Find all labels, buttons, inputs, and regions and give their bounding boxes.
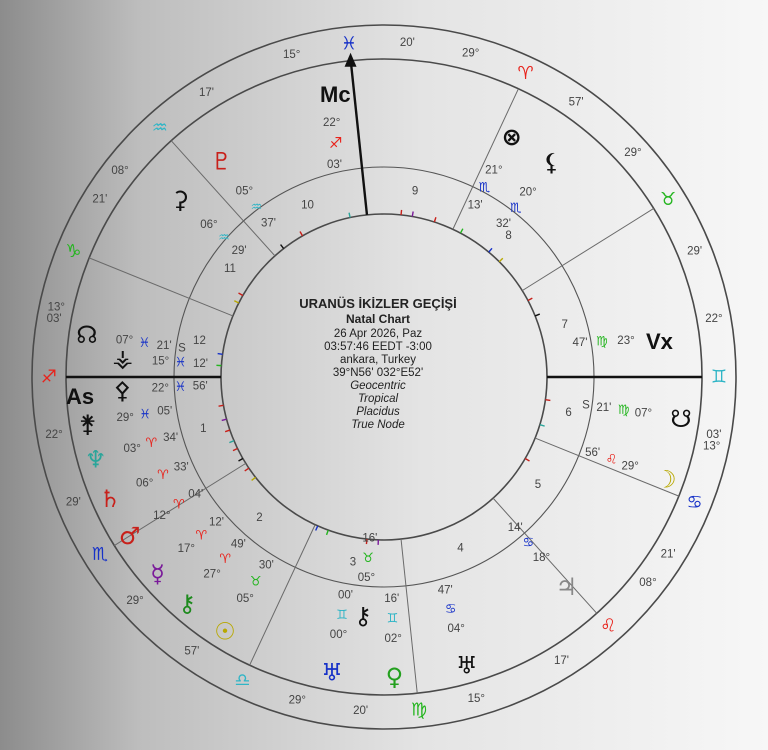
- chart-date: 26 Apr 2026, Paz: [333, 328, 423, 340]
- planet-uranus-cancer: [438, 584, 478, 679]
- part-of-fortune-icon: ⊗: [501, 122, 522, 151]
- mars-icon: ♂: [118, 521, 141, 550]
- planet-tick: [233, 448, 237, 450]
- retrograde-marker: S: [582, 399, 590, 412]
- saturn-icon: ♄: [99, 485, 121, 514]
- planet-minute: 30': [258, 559, 274, 572]
- planet-degree: 12°: [153, 509, 171, 522]
- capricorn-icon: ♑: [65, 241, 82, 263]
- planet-degree: 29°: [621, 460, 639, 473]
- planet-minute: 16': [384, 592, 400, 605]
- gemini-icon: ♊: [710, 366, 728, 388]
- planet-degree: 15°: [151, 355, 170, 368]
- vx-label: Vx: [646, 329, 673, 354]
- leo-icon: ♌: [600, 615, 617, 637]
- virgo-icon: ♍: [596, 334, 608, 350]
- pallas-icon: ⚴: [113, 376, 132, 405]
- planet-sign-icon: ♓: [138, 335, 151, 351]
- planet-pluto: [211, 147, 276, 229]
- lilith-2-icon: ⚷: [354, 602, 372, 631]
- lilith-icon: ⚸: [542, 148, 561, 177]
- planet-degree: 00°: [329, 629, 348, 642]
- cusp-label-6: [661, 441, 721, 561]
- ceres-icon: ⚳: [171, 185, 190, 214]
- planet-minute: 21': [596, 401, 612, 414]
- mc-sign-icon: ♐: [329, 134, 343, 152]
- south-node-icon: ☋: [670, 404, 692, 433]
- uranus-cancer-icon: ♅: [455, 651, 478, 680]
- planet-degree: 17°: [177, 542, 195, 555]
- house-number-12: 12: [193, 335, 206, 348]
- planet-sign-icon: ♊: [336, 607, 348, 623]
- vesta-as-icon: ⚶: [112, 344, 133, 373]
- planet-tick: [412, 212, 413, 217]
- cusp-degree: 15°: [467, 693, 486, 706]
- planet-tick: [239, 459, 243, 462]
- planet-tick: [540, 425, 545, 426]
- chart-coords: 39°N56' 032°E52': [332, 367, 424, 379]
- planet-sign-icon: ♏: [509, 200, 522, 216]
- scorpio-icon: ♏: [91, 544, 108, 566]
- planet-sign-icon: ♍: [617, 403, 630, 419]
- planet-degree: 02°: [384, 632, 402, 645]
- planet-tick: [545, 400, 550, 401]
- planet-minute: 56': [585, 446, 601, 459]
- planet-tick: [528, 298, 532, 300]
- cusp-label-12: [48, 193, 108, 313]
- planet-minute: 16': [362, 532, 378, 545]
- house-number-2: 2: [256, 511, 263, 524]
- cusp-minute: 03': [706, 429, 722, 442]
- cusp-degree: 13°: [702, 440, 721, 453]
- planet-degree: 21°: [485, 164, 503, 177]
- cusp-degree: 08°: [111, 164, 129, 177]
- cusp-degree: 22°: [45, 429, 63, 442]
- planet-minute: 29': [231, 245, 247, 258]
- planet-tick: [252, 477, 256, 480]
- planet-tick: [401, 210, 402, 215]
- planet-tick: [218, 354, 223, 355]
- chart-zodiac: Geocentric: [350, 380, 406, 392]
- cusp-minute: 03': [46, 312, 62, 325]
- house-number-11: 11: [224, 263, 236, 276]
- chart-houses: Placidus: [356, 406, 400, 418]
- cusp-minute: 17': [554, 655, 570, 668]
- planet-degree: 04°: [447, 622, 465, 635]
- house-number-1: 1: [200, 422, 207, 435]
- cusp-label-4: [353, 693, 485, 721]
- planet-sign-icon: ♈: [157, 467, 169, 483]
- planet-tick: [300, 232, 303, 236]
- cusp-minute: 17': [198, 86, 214, 99]
- planet-sign-icon: ♋: [522, 535, 535, 551]
- planet-minute: 12': [192, 358, 208, 371]
- planet-lilith-2: [354, 532, 377, 630]
- planet-minute: 00': [337, 589, 353, 602]
- as-label: As: [66, 384, 95, 409]
- mercury-icon: ☿: [150, 559, 165, 588]
- planet-tick: [245, 468, 249, 471]
- planet-minute: 32': [495, 218, 511, 231]
- planet-tick: [219, 405, 224, 406]
- planet-minute: 05': [157, 405, 173, 418]
- planet-tick: [327, 530, 329, 535]
- planet-tick: [281, 245, 284, 249]
- cusp-line-8: [522, 208, 653, 290]
- planet-degree: 06°: [200, 218, 218, 231]
- pisces-icon: ♓: [340, 33, 358, 55]
- planet-sign-icon: ♊: [386, 611, 399, 627]
- taurus-icon: ♉: [660, 188, 677, 210]
- mc-degree: 22°: [323, 117, 341, 129]
- cusp-minute: 29': [65, 496, 81, 509]
- cusp-degree: 29°: [288, 694, 306, 707]
- planet-degree: 05°: [357, 572, 376, 585]
- planet-tick: [225, 430, 230, 432]
- planet-tick: [239, 293, 243, 296]
- planet-sign-icon: ♋: [444, 602, 457, 618]
- planet-tick: [234, 301, 238, 303]
- vertex-degree: 23°: [617, 335, 635, 347]
- retrograde-marker: S: [178, 342, 186, 355]
- planet-degree: 22°: [151, 382, 170, 395]
- planet-tick: [499, 258, 503, 262]
- venus-icon: ♀: [385, 662, 404, 691]
- cusp-label-1: [41, 313, 63, 441]
- planet-minute: 04': [188, 488, 204, 501]
- cusp-degree: 13°: [47, 301, 66, 314]
- house-number-5: 5: [534, 478, 542, 491]
- planet-mars: [119, 489, 203, 550]
- planet-vertex: [573, 335, 635, 350]
- planet-venus: [384, 593, 403, 691]
- planet-sign-icon: ♒: [218, 230, 230, 246]
- cusp-line-10: [351, 61, 367, 215]
- north-node-icon: ☊: [76, 321, 98, 350]
- planet-sign-icon: ♓: [139, 407, 151, 423]
- planet-minute: 34': [163, 432, 179, 445]
- planet-minute: 47': [437, 584, 453, 597]
- planet-degree: 29°: [116, 411, 134, 424]
- aries-icon: ♈: [517, 62, 534, 84]
- cusp-degree: 29°: [462, 47, 480, 60]
- planet-juno: [79, 406, 172, 438]
- chart-subtitle: Natal Chart: [345, 312, 411, 326]
- planet-tick: [229, 441, 234, 443]
- cusp-minute: 20': [353, 705, 369, 718]
- house-number-4: 4: [457, 542, 464, 555]
- cusp-degree: 08°: [639, 577, 657, 590]
- chart-title: URANÜS İKİZLER GEÇİŞİ: [299, 296, 457, 311]
- planet-minute: 12': [208, 516, 224, 529]
- pluto-icon: ♇: [210, 147, 233, 176]
- house-number-9: 9: [411, 185, 419, 198]
- planet-sign-icon: ♌: [605, 452, 618, 468]
- house-number-3: 3: [349, 556, 357, 569]
- planet-south-node: [582, 399, 692, 432]
- planet-tick: [489, 248, 492, 252]
- planet-tick: [535, 314, 540, 316]
- planet-tick: [434, 217, 436, 222]
- chart-system: Tropical: [357, 393, 399, 405]
- cusp-minute: 29': [687, 245, 703, 258]
- planet-moon: [585, 447, 677, 494]
- aquarius-icon: ♒: [151, 117, 168, 139]
- house-number-8: 8: [505, 230, 512, 243]
- planet-sign-icon: ♈: [195, 528, 208, 544]
- planet-degree: 06°: [135, 477, 154, 490]
- planet-sign-icon: ♈: [172, 497, 185, 513]
- planet-tick: [222, 419, 227, 420]
- planet-degree: 27°: [203, 568, 221, 581]
- chart-info-block: [299, 296, 456, 431]
- sun-icon: ☉: [214, 617, 236, 646]
- cusp-minute: 57': [568, 96, 584, 109]
- planet-lilith: [496, 149, 560, 230]
- planet-sign-icon: ♈: [145, 436, 158, 452]
- planet-tick: [316, 526, 318, 531]
- planet-degree: 07°: [634, 407, 653, 420]
- chiron-icon: ⚷: [178, 589, 196, 618]
- planet-minute: 21': [156, 340, 172, 353]
- chart-time: 03:57:46 EEDT -3:00: [324, 341, 432, 353]
- cusp-degree: 15°: [282, 48, 301, 61]
- juno-icon: ⚵: [78, 409, 97, 438]
- planet-sign-icon: ♏: [478, 180, 491, 196]
- planet-minute: 56': [192, 380, 208, 393]
- planet-sign-icon: ♈: [219, 552, 232, 568]
- chart-node: True Node: [351, 419, 405, 431]
- planet-tick: [349, 213, 350, 218]
- mc-minute: 03': [327, 159, 342, 171]
- mc-label: Mc: [320, 82, 351, 107]
- planet-degree: 03°: [123, 443, 141, 456]
- chart-place: ankara, Turkey: [339, 354, 417, 366]
- virgo-icon: ♍: [410, 699, 428, 721]
- planet-minute: 49': [230, 538, 246, 551]
- planet-degree: 20°: [519, 186, 537, 199]
- planet-minute: 37': [260, 217, 276, 230]
- planet-pallas: [114, 377, 208, 405]
- cusp-degree: 22°: [705, 312, 723, 325]
- sagittarius-icon: ♐: [40, 366, 58, 388]
- planet-uranus: [321, 590, 353, 687]
- cusp-minute: 21': [92, 193, 108, 206]
- moon-icon: ☽: [655, 465, 677, 494]
- cusp-line-12: [89, 258, 233, 316]
- planet-degree: 18°: [532, 552, 551, 565]
- planet-sign-icon: ♓: [174, 380, 187, 396]
- planet-tick: [461, 229, 463, 233]
- cusp-minute: 21': [660, 548, 676, 561]
- planet-sign-icon: ♉: [362, 550, 374, 566]
- planet-degree: 05°: [235, 185, 254, 198]
- jupiter-icon: ♃: [555, 572, 578, 601]
- planet-minute: 14': [507, 521, 523, 534]
- uranus-icon: ♅: [321, 658, 343, 687]
- planet-jupiter: [508, 522, 577, 601]
- cusp-label-9: [462, 47, 584, 108]
- cusp-label-11: [111, 87, 214, 177]
- house-number-10: 10: [301, 199, 314, 212]
- house-number-7: 7: [561, 319, 568, 332]
- cusp-minute: 57': [184, 645, 200, 658]
- planet-sign-icon: ♒: [250, 200, 263, 216]
- planet-degree: 05°: [236, 593, 254, 606]
- planet-minute: 13': [467, 199, 483, 212]
- cusp-label-3: [184, 645, 306, 706]
- planet-sign-icon: ♉: [249, 574, 262, 590]
- planet-degree: 07°: [115, 334, 134, 347]
- libra-icon: ♎: [234, 670, 251, 692]
- neptune-icon: ♆: [84, 445, 107, 474]
- planet-sign-icon: ♓: [174, 355, 187, 371]
- vertex-minute: 47': [572, 337, 588, 349]
- cusp-degree: 29°: [624, 146, 642, 159]
- cusp-line-4: [401, 539, 417, 693]
- cusp-minute: 20': [399, 36, 415, 49]
- planet-tick: [525, 459, 529, 462]
- cusp-label-7: [705, 313, 727, 441]
- cusp-degree: 29°: [126, 595, 144, 608]
- planet-minute: 33': [173, 461, 189, 474]
- cancer-icon: ♋: [686, 491, 703, 513]
- house-number-6: 6: [565, 406, 572, 419]
